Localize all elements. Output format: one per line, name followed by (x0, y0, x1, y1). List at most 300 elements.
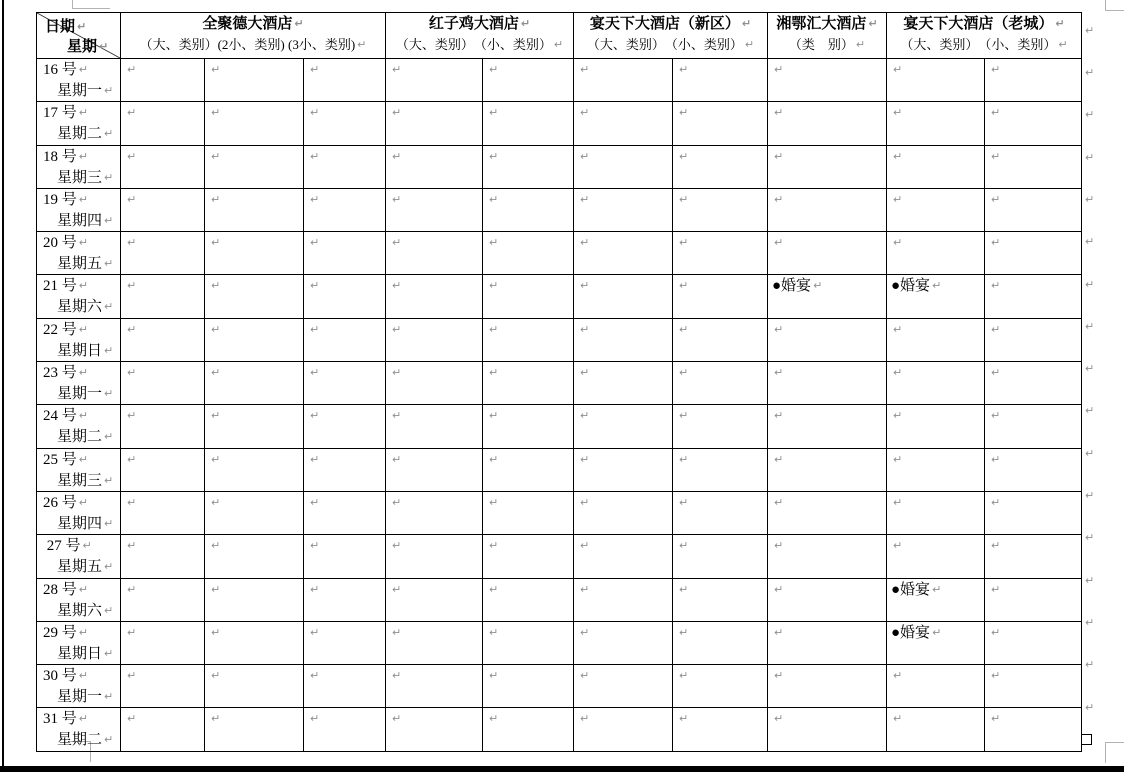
paragraph-mark-icon: ↵ (813, 279, 823, 293)
schedule-cell[interactable] (768, 362, 887, 405)
cell-content (483, 232, 573, 252)
schedule-cell[interactable] (768, 318, 887, 361)
schedule-cell[interactable] (768, 405, 887, 448)
cell-content (887, 622, 984, 642)
schedule-cell[interactable] (205, 145, 304, 188)
date-text: 31 号 (43, 711, 77, 728)
schedule-cell[interactable] (205, 491, 304, 534)
paragraph-mark-icon: ↵ (127, 149, 137, 163)
date-label (37, 319, 120, 341)
schedule-cell[interactable] (304, 535, 386, 578)
schedule-cell[interactable] (673, 665, 768, 708)
schedule-cell[interactable] (304, 621, 386, 664)
schedule-cell[interactable] (673, 621, 768, 664)
schedule-cell[interactable] (386, 665, 483, 708)
cell-content (768, 275, 886, 295)
cell-content (574, 102, 672, 122)
schedule-cell[interactable] (304, 275, 386, 318)
cell-content (887, 449, 984, 469)
date-cell[interactable] (37, 621, 121, 664)
paragraph-mark-icon: ↵ (392, 495, 402, 509)
table-header (37, 13, 1082, 59)
schedule-cell[interactable] (887, 491, 985, 534)
paragraph-mark-icon: ↵ (211, 409, 221, 423)
schedule-cell[interactable] (304, 59, 386, 102)
schedule-cell[interactable] (386, 491, 483, 534)
schedule-row (37, 362, 1082, 405)
schedule-cell[interactable] (304, 405, 386, 448)
schedule-cell[interactable] (483, 621, 574, 664)
date-cell[interactable] (37, 59, 121, 102)
cell-content (768, 102, 886, 122)
schedule-cell[interactable] (574, 708, 673, 751)
schedule-cell[interactable] (121, 665, 205, 708)
header-row (37, 13, 1082, 59)
schedule-cell[interactable] (386, 188, 483, 231)
date-cell[interactable] (37, 102, 121, 145)
schedule-cell[interactable] (985, 535, 1082, 578)
paragraph-mark-icon: ↵ (78, 149, 88, 163)
weekday-text: 星期三 (57, 169, 103, 186)
cell-content (386, 492, 482, 512)
schedule-cell[interactable] (768, 232, 887, 275)
schedule-cell[interactable] (673, 59, 768, 102)
schedule-cell[interactable] (205, 708, 304, 751)
schedule-cell[interactable] (483, 318, 574, 361)
cell-content (304, 535, 385, 555)
schedule-cell[interactable] (205, 232, 304, 275)
date-cell[interactable] (37, 491, 121, 534)
schedule-cell[interactable] (205, 578, 304, 621)
cell-content (768, 232, 886, 252)
paragraph-mark-icon: ↵ (489, 495, 499, 509)
schedule-cell[interactable] (768, 708, 887, 751)
paragraph-mark-icon: ↵ (489, 625, 499, 639)
paragraph-mark-icon: ↵ (774, 712, 784, 726)
cell-content (121, 59, 204, 79)
date-cell[interactable] (37, 188, 121, 231)
schedule-cell[interactable] (386, 59, 483, 102)
schedule-cell[interactable] (205, 59, 304, 102)
schedule-cell[interactable] (673, 708, 768, 751)
schedule-cell[interactable] (574, 405, 673, 448)
schedule-cell[interactable] (887, 405, 985, 448)
hotel-header-cell-2[interactable] (574, 13, 768, 59)
paragraph-mark-icon: ↵ (82, 539, 92, 553)
paragraph-mark-icon: ↵ (104, 646, 114, 660)
row-end-paragraph-mark-icon: ↵ (1085, 150, 1095, 164)
date-cell[interactable] (37, 665, 121, 708)
weekday-label (37, 384, 120, 404)
schedule-cell[interactable] (574, 578, 673, 621)
cell-content (768, 622, 886, 642)
weekday-text: 星期二 (57, 126, 103, 143)
schedule-row (37, 448, 1082, 491)
schedule-cell[interactable] (483, 59, 574, 102)
hotel-subcategory-label (386, 35, 573, 55)
schedule-cell[interactable] (205, 102, 304, 145)
schedule-cell[interactable] (673, 405, 768, 448)
paragraph-mark-icon: ↵ (991, 322, 1001, 336)
paragraph-mark-icon: ↵ (1058, 38, 1068, 51)
schedule-cell[interactable] (673, 102, 768, 145)
schedule-cell[interactable] (483, 275, 574, 318)
schedule-cell[interactable] (985, 448, 1082, 491)
schedule-cell[interactable] (205, 621, 304, 664)
cell-content (386, 449, 482, 469)
schedule-cell[interactable] (483, 491, 574, 534)
schedule-cell[interactable] (304, 665, 386, 708)
paragraph-mark-icon: ↵ (991, 149, 1001, 163)
schedule-cell[interactable] (768, 621, 887, 664)
schedule-cell[interactable] (985, 578, 1082, 621)
schedule-cell[interactable] (673, 145, 768, 188)
date-cell[interactable] (37, 578, 121, 621)
paragraph-mark-icon: ↵ (774, 409, 784, 423)
hotel-subcategory-text: （类 别） (788, 37, 854, 52)
schedule-cell[interactable] (386, 708, 483, 751)
schedule-cell[interactable] (887, 59, 985, 102)
schedule-cell[interactable] (673, 318, 768, 361)
corner-week-label: 星期 ↵ (67, 39, 109, 55)
schedule-cell[interactable] (985, 665, 1082, 708)
schedule-cell[interactable] (483, 535, 574, 578)
hotel-header-cell-1[interactable] (386, 13, 574, 59)
hotel-subcategory-label (574, 35, 767, 55)
schedule-cell[interactable] (574, 232, 673, 275)
paragraph-mark-icon: ↵ (774, 669, 784, 683)
date-cell[interactable] (37, 448, 121, 491)
schedule-cell[interactable] (887, 362, 985, 405)
date-cell[interactable] (37, 232, 121, 275)
schedule-cell[interactable] (768, 448, 887, 491)
schedule-cell[interactable] (673, 362, 768, 405)
schedule-cell[interactable] (673, 448, 768, 491)
cell-content (887, 492, 984, 512)
schedule-row (37, 318, 1082, 361)
cell-content (768, 59, 886, 79)
schedule-row (37, 491, 1082, 534)
schedule-cell[interactable] (121, 491, 205, 534)
paragraph-mark-icon: ↵ (392, 63, 402, 76)
schedule-cell[interactable] (887, 448, 985, 491)
cell-content (121, 665, 204, 685)
schedule-cell[interactable] (673, 275, 768, 318)
margin-crop-mark-top-left (72, 8, 110, 9)
schedule-cell[interactable] (887, 665, 985, 708)
row-end-paragraph-mark-icon: ↵ (1085, 573, 1095, 587)
schedule-cell[interactable] (121, 102, 205, 145)
cell-content (121, 319, 204, 339)
schedule-cell[interactable] (483, 578, 574, 621)
date-text: 25 号 (43, 451, 77, 468)
schedule-cell[interactable] (121, 188, 205, 231)
schedule-cell[interactable] (574, 102, 673, 145)
schedule-cell[interactable] (386, 535, 483, 578)
cell-content (386, 146, 482, 166)
schedule-cell[interactable] (768, 102, 887, 145)
schedule-cell[interactable] (483, 665, 574, 708)
schedule-cell[interactable] (768, 491, 887, 534)
schedule-cell[interactable] (483, 102, 574, 145)
schedule-cell[interactable] (121, 318, 205, 361)
cell-content (205, 665, 303, 685)
schedule-cell[interactable] (768, 578, 887, 621)
schedule-cell[interactable] (304, 232, 386, 275)
banquet-cell[interactable] (887, 578, 985, 621)
weekday-label (37, 341, 120, 361)
schedule-cell[interactable] (483, 145, 574, 188)
paragraph-mark-icon: ↵ (211, 236, 221, 250)
schedule-cell[interactable] (887, 232, 985, 275)
cell-content (121, 405, 204, 425)
date-cell[interactable] (37, 275, 121, 318)
paragraph-mark-icon: ↵ (489, 149, 499, 163)
banquet-cell[interactable] (887, 275, 985, 318)
schedule-cell[interactable] (985, 405, 1082, 448)
diagonal-split (37, 13, 120, 58)
date-cell[interactable] (37, 145, 121, 188)
paragraph-mark-icon: ↵ (78, 409, 88, 423)
paragraph-mark-icon: ↵ (932, 625, 942, 639)
hotel-header-cell-3[interactable] (768, 13, 887, 59)
schedule-cell[interactable] (121, 578, 205, 621)
row-end-paragraph-mark-icon: ↵ (1085, 531, 1095, 545)
schedule-cell[interactable] (887, 535, 985, 578)
row-end-paragraph-mark-icon: ↵ (1085, 446, 1095, 460)
schedule-cell[interactable] (483, 708, 574, 751)
banquet-cell[interactable] (768, 275, 887, 318)
date-label (37, 362, 120, 384)
schedule-cell[interactable] (205, 448, 304, 491)
paragraph-mark-icon: ↵ (893, 452, 903, 466)
schedule-cell[interactable] (121, 621, 205, 664)
schedule-cell[interactable] (205, 318, 304, 361)
schedule-cell[interactable] (386, 362, 483, 405)
schedule-cell[interactable] (985, 491, 1082, 534)
schedule-row (37, 232, 1082, 275)
schedule-cell[interactable] (304, 448, 386, 491)
schedule-cell[interactable] (121, 59, 205, 102)
paragraph-mark-icon: ↵ (104, 300, 114, 314)
schedule-cell[interactable] (768, 665, 887, 708)
schedule-cell[interactable] (574, 665, 673, 708)
schedule-cell[interactable] (985, 145, 1082, 188)
schedule-cell[interactable] (985, 275, 1082, 318)
schedule-cell[interactable] (386, 578, 483, 621)
schedule-cell[interactable] (386, 102, 483, 145)
schedule-cell[interactable] (304, 708, 386, 751)
schedule-cell[interactable] (386, 405, 483, 448)
schedule-cell[interactable] (121, 405, 205, 448)
paragraph-mark-icon: ↵ (580, 279, 590, 293)
cell-content (673, 535, 767, 555)
schedule-cell[interactable] (574, 448, 673, 491)
schedule-cell[interactable] (574, 275, 673, 318)
schedule-cell[interactable] (386, 318, 483, 361)
hotel-name-text: 全聚德大酒店 (202, 16, 293, 32)
cell-content (304, 492, 385, 512)
schedule-cell[interactable] (768, 535, 887, 578)
schedule-cell[interactable] (205, 188, 304, 231)
schedule-cell[interactable] (121, 448, 205, 491)
paragraph-mark-icon: ↵ (580, 582, 590, 596)
schedule-cell[interactable] (121, 275, 205, 318)
schedule-cell[interactable] (386, 621, 483, 664)
schedule-cell[interactable] (574, 491, 673, 534)
schedule-cell[interactable] (121, 232, 205, 275)
paragraph-mark-icon: ↵ (893, 63, 903, 76)
cell-content (673, 189, 767, 209)
schedule-cell[interactable] (673, 535, 768, 578)
schedule-cell[interactable] (205, 362, 304, 405)
schedule-cell[interactable] (574, 318, 673, 361)
cell-content (574, 232, 672, 252)
paragraph-mark-icon: ↵ (580, 539, 590, 553)
paragraph-mark-icon: ↵ (580, 236, 590, 250)
schedule-cell[interactable] (985, 708, 1082, 751)
weekday-text: 星期一 (57, 386, 103, 403)
schedule-cell[interactable] (673, 188, 768, 231)
date-text: 28 号 (43, 581, 77, 598)
hotel-header-cell-0[interactable] (121, 13, 386, 59)
cell-content (887, 579, 984, 599)
paragraph-mark-icon: ↵ (211, 192, 221, 206)
schedule-cell[interactable] (768, 188, 887, 231)
paragraph-mark-icon: ↵ (392, 669, 402, 683)
cell-content (574, 449, 672, 469)
schedule-cell[interactable] (304, 102, 386, 145)
schedule-cell[interactable] (205, 275, 304, 318)
cell-content (386, 665, 482, 685)
paragraph-mark-icon: ↵ (774, 582, 784, 596)
cell-content (985, 146, 1081, 166)
schedule-cell[interactable] (386, 145, 483, 188)
schedule-cell[interactable] (205, 405, 304, 448)
schedule-cell[interactable] (483, 362, 574, 405)
schedule-cell[interactable] (673, 491, 768, 534)
schedule-cell[interactable] (304, 318, 386, 361)
schedule-cell[interactable] (121, 535, 205, 578)
row-end-paragraph-mark-icon: ↵ (1085, 404, 1095, 418)
schedule-cell[interactable] (574, 362, 673, 405)
schedule-cell[interactable] (386, 448, 483, 491)
date-text: 17 号 (43, 105, 77, 122)
schedule-cell[interactable] (985, 188, 1082, 231)
schedule-cell[interactable] (304, 362, 386, 405)
schedule-cell[interactable] (304, 188, 386, 231)
cell-content (985, 665, 1081, 685)
date-week-corner-cell[interactable] (37, 13, 121, 59)
schedule-cell[interactable] (887, 102, 985, 145)
schedule-cell[interactable] (483, 405, 574, 448)
date-cell[interactable] (37, 535, 121, 578)
schedule-cell[interactable] (304, 145, 386, 188)
cell-content (673, 405, 767, 425)
date-text: 16 号 (43, 62, 77, 78)
schedule-cell[interactable] (304, 491, 386, 534)
date-cell[interactable] (37, 362, 121, 405)
weekday-label (37, 297, 120, 317)
cell-content (304, 275, 385, 295)
date-text: 30 号 (43, 668, 77, 685)
date-cell[interactable] (37, 405, 121, 448)
paragraph-mark-icon: ↵ (104, 473, 114, 487)
schedule-cell[interactable] (768, 145, 887, 188)
schedule-cell[interactable] (673, 578, 768, 621)
schedule-cell[interactable] (673, 232, 768, 275)
paragraph-mark-icon: ↵ (991, 452, 1001, 466)
schedule-cell[interactable] (304, 578, 386, 621)
cell-content (887, 189, 984, 209)
schedule-cell[interactable] (121, 362, 205, 405)
date-cell[interactable] (37, 318, 121, 361)
cell-content (985, 232, 1081, 252)
schedule-cell[interactable] (121, 145, 205, 188)
paragraph-mark-icon: ↵ (127, 279, 137, 293)
schedule-cell[interactable] (574, 145, 673, 188)
schedule-cell[interactable] (887, 188, 985, 231)
schedule-cell[interactable] (574, 59, 673, 102)
schedule-cell[interactable] (386, 275, 483, 318)
schedule-cell[interactable] (985, 102, 1082, 145)
schedule-cell[interactable] (121, 708, 205, 751)
schedule-cell[interactable] (386, 232, 483, 275)
hotel-header-cell-4[interactable] (887, 13, 1082, 59)
schedule-cell[interactable] (985, 59, 1082, 102)
schedule-cell[interactable] (483, 448, 574, 491)
schedule-cell[interactable] (205, 665, 304, 708)
cell-content (673, 102, 767, 122)
date-cell[interactable] (37, 708, 121, 751)
schedule-cell[interactable] (887, 318, 985, 361)
schedule-cell[interactable] (985, 232, 1082, 275)
schedule-cell[interactable] (483, 188, 574, 231)
cell-content (768, 579, 886, 599)
paragraph-mark-icon: ↵ (679, 192, 689, 206)
paragraph-mark-icon: ↵ (1055, 17, 1065, 30)
table-resize-handle[interactable] (1081, 734, 1092, 745)
cell-content (768, 189, 886, 209)
schedule-cell[interactable] (887, 145, 985, 188)
weekday-text: 星期一 (57, 689, 103, 706)
cell-content (205, 102, 303, 122)
schedule-cell[interactable] (887, 708, 985, 751)
schedule-cell[interactable] (985, 362, 1082, 405)
cell-content (768, 665, 886, 685)
weekday-label (37, 730, 120, 750)
cell-content (574, 405, 672, 425)
paragraph-mark-icon: ↵ (78, 669, 88, 683)
paragraph-mark-icon: ↵ (679, 149, 689, 163)
schedule-cell[interactable] (985, 621, 1082, 664)
date-text: 23 号 (43, 365, 77, 382)
schedule-cell[interactable] (574, 188, 673, 231)
schedule-cell[interactable] (483, 232, 574, 275)
schedule-cell[interactable] (985, 318, 1082, 361)
paragraph-mark-icon: ↵ (489, 582, 499, 596)
paragraph-mark-icon: ↵ (104, 733, 114, 747)
date-label (37, 146, 120, 168)
schedule-cell[interactable] (205, 535, 304, 578)
banquet-cell[interactable] (887, 621, 985, 664)
schedule-cell[interactable] (574, 535, 673, 578)
schedule-cell[interactable] (768, 59, 887, 102)
schedule-cell[interactable] (574, 621, 673, 664)
paragraph-mark-icon: ↵ (392, 149, 402, 163)
paragraph-mark-icon: ↵ (679, 63, 689, 76)
paragraph-mark-icon: ↵ (211, 582, 221, 596)
